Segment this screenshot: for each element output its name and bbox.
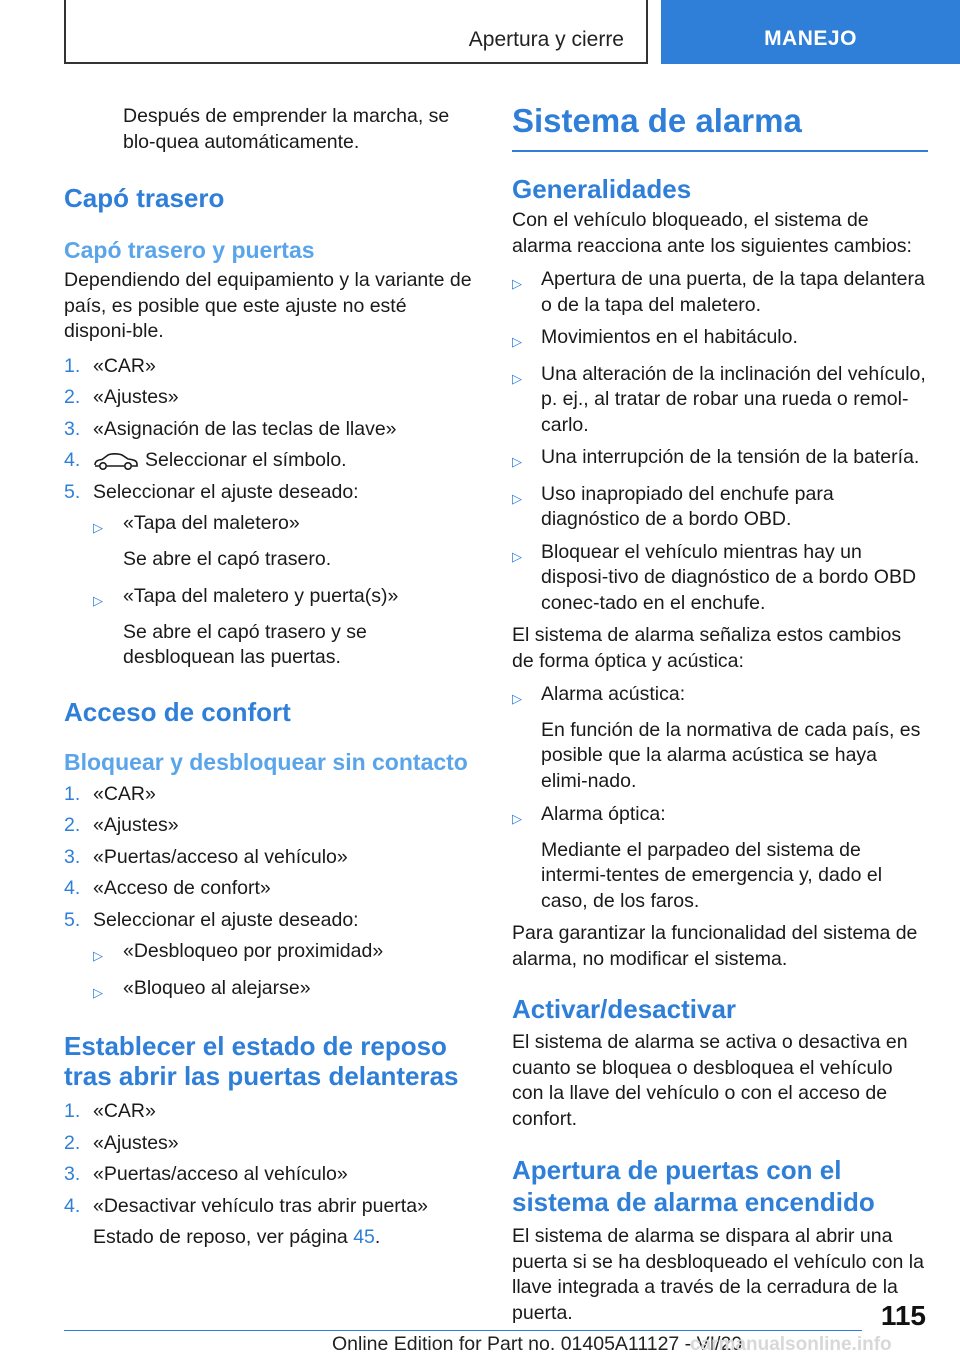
triangle-right-icon: ▷ [512,691,522,706]
step-item [64,845,480,871]
list-item-text: Alarma acústica: [541,683,686,705]
step-number: 1. [64,1100,81,1122]
option-label: «Desbloqueo por proximidad» [123,940,384,962]
list-item-text: Una interrupción de la tensión de la batería. [541,446,920,468]
step-item [64,876,480,902]
steps-acceso [64,782,480,934]
heading-bloquear: Bloquear y desbloquear sin contacto [64,748,468,775]
list-item-text: Apertura de una puerta, de la tapa delantera o de la tapa del maletero. [541,268,925,316]
intro-text: Después de emprender la marcha, se blo-quea automáticamente. [123,105,450,153]
heading-apertura-puertas: Apertura de puertas con el sistema de alarma encendido [512,1155,875,1217]
step-number: 2. [64,1131,81,1154]
chapter-tab [661,0,960,64]
step-item [64,417,480,443]
step-item [64,908,480,934]
list-item-text: Bloquear el vehículo mientras hay un disposi-tivo de diagnóstico de a bordo OBD conec-tado en el enchufe. [541,540,917,614]
heading-sistema-alarma: Sistema de alarma [512,102,928,152]
step-number: 4. [64,1194,81,1217]
heading-generalidades: Generalidades [512,174,692,204]
list-item [512,362,928,439]
acustica-description: En función de la normativa de cada país, es posible que la alarma acústica se haya elimi-nado. [541,718,921,792]
list-item [512,445,928,475]
reference-text: Estado de reposo, ver página [93,1226,354,1248]
list-item-text: Movimientos en el habitáculo. [541,326,798,348]
triangle-right-icon: ▷ [512,490,522,506]
apertura-paragraph: El sistema de alarma se dispara al abrir una puerta si se ha desbloqueado el vehículo con la llave integrada a través de la cerradura de la puerta. [512,1225,924,1324]
step-text: «Acceso de confort» [93,877,271,899]
generalidades-paragraph: Con el vehículo bloqueado, el sistema de alarma reacciona ante los siguientes cambios: [512,209,912,257]
chapter-tab-label: MANEJO [764,27,857,50]
triangle-right-icon: ▷ [93,948,103,963]
garantizar-paragraph: Para garantizar la funcionalidad del sistema de alarma, no modificar el sistema. [512,922,918,970]
triangle-right-icon: ▷ [512,548,522,564]
footer-edition: Online Edition for Part no. 01405A11127 - VI/20 [332,1333,743,1355]
option-description: Se abre el capó trasero y se desbloquean las puertas. [123,620,367,668]
list-item-text: Uso inapropiado del enchufe para diagnóstico de a bordo OBD. [541,482,834,530]
activar-paragraph: El sistema de alarma se activa o desactiva en cuanto se bloquea o desbloquea el vehículo con la llave del vehículo o con el acceso de confort. [512,1031,908,1130]
option-label: «Tapa del maletero» [123,512,300,534]
step-text: «Desactivar vehículo tras abrir puerta» [93,1194,428,1217]
steps-capo [64,354,480,506]
option-item [64,511,480,541]
triangle-right-icon: ▷ [93,520,103,535]
heading-activar-desactivar: Activar/desactivar [512,994,737,1024]
left-column [64,100,480,1251]
step-number: 3. [64,1163,81,1185]
step-item [64,448,480,474]
step-number: 1. [64,782,81,805]
option-label: «Tapa del maletero y puerta(s)» [123,585,399,607]
step-text: «CAR» [93,782,156,805]
step-item [64,354,480,380]
step-item [64,1194,480,1220]
step-number: 2. [64,386,81,408]
step-item [64,1131,480,1157]
section-title: Apertura y cierre [468,28,624,51]
step-number: 3. [64,845,81,868]
list-item [512,267,928,318]
watermark: carmanualsonline.info [690,1334,892,1355]
option-description: Se abre el capó trasero. [123,547,332,570]
step-number: 5. [64,908,81,931]
heading-capo-puertas: Capó trasero y puertas [64,237,315,263]
triangle-right-icon: ▷ [93,984,103,1000]
step-number: 4. [64,877,81,899]
triangle-right-icon: ▷ [512,811,522,826]
step-item [64,782,480,808]
header-section-box [64,0,648,64]
reposo-reference [64,1225,480,1251]
step-item [64,1162,480,1188]
step-text: Seleccionar el símbolo. [145,449,347,471]
triangle-right-icon: ▷ [512,276,522,291]
list-item [512,802,928,832]
step-text: «Ajustes» [93,1131,179,1154]
page-link[interactable]: 45 [353,1226,375,1248]
step-text: «CAR» [93,354,156,377]
step-number: 2. [64,814,81,836]
step-text: «Ajustes» [93,386,179,408]
step-number: 5. [64,480,81,503]
step-item [64,1099,480,1125]
alarm-triggers-list [512,267,928,616]
heading-acceso-confort: Acceso de confort [64,696,291,727]
list-item [512,682,928,712]
step-text: Seleccionar el ajuste deseado: [93,908,359,931]
list-item-text: Una alteración de la inclinación del vehículo, p. ej., al tratar de robar una rueda o remol-carlo. [541,362,926,436]
capo-paragraph: Dependiendo del equipamiento y la variante de país, es posible que este ajuste no esté disponi-ble. [64,269,472,342]
optica-description: Mediante el parpadeo del sistema de intermi-tentes de emergencia y, dado el caso, de los faros. [541,838,883,912]
triangle-right-icon: ▷ [512,334,522,349]
list-item-text: Alarma óptica: [541,803,666,825]
step-number: 4. [64,449,81,471]
step-item [64,385,480,411]
right-column [512,100,928,1326]
heading-capo-trasero: Capó trasero [64,183,225,213]
step-text: «Puertas/acceso al vehículo» [93,845,348,868]
triangle-right-icon: ▷ [512,370,522,386]
step-text: Seleccionar el ajuste deseado: [93,480,359,503]
step-text: «Asignación de las teclas de llave» [93,417,397,440]
triangle-right-icon: ▷ [93,593,103,608]
step-number: 1. [64,354,81,377]
triangle-right-icon: ▷ [512,454,522,469]
step-text: «CAR» [93,1100,156,1122]
step-item [64,813,480,839]
footer-divider [64,1330,862,1331]
reference-end: . [374,1226,381,1248]
step-item [64,480,480,506]
step-number: 3. [64,417,81,440]
step-text: «Ajustes» [93,814,179,836]
senaliza-paragraph: El sistema de alarma señaliza estos cambios de forma óptica y acústica: [512,624,902,672]
steps-reposo [64,1099,480,1219]
page-number: 115 [880,1300,926,1331]
step-text: «Puertas/acceso al vehículo» [93,1163,348,1185]
option-item [64,976,480,1006]
option-label: «Bloqueo al alejarse» [123,976,311,999]
list-item [512,325,928,355]
option-item [64,939,480,969]
heading-estado-reposo: Establecer el estado de reposo tras abrir las puertas delanteras [64,1031,459,1091]
list-item [512,482,928,533]
list-item [512,540,928,617]
car-outline-icon [93,451,139,471]
option-item [64,584,480,614]
